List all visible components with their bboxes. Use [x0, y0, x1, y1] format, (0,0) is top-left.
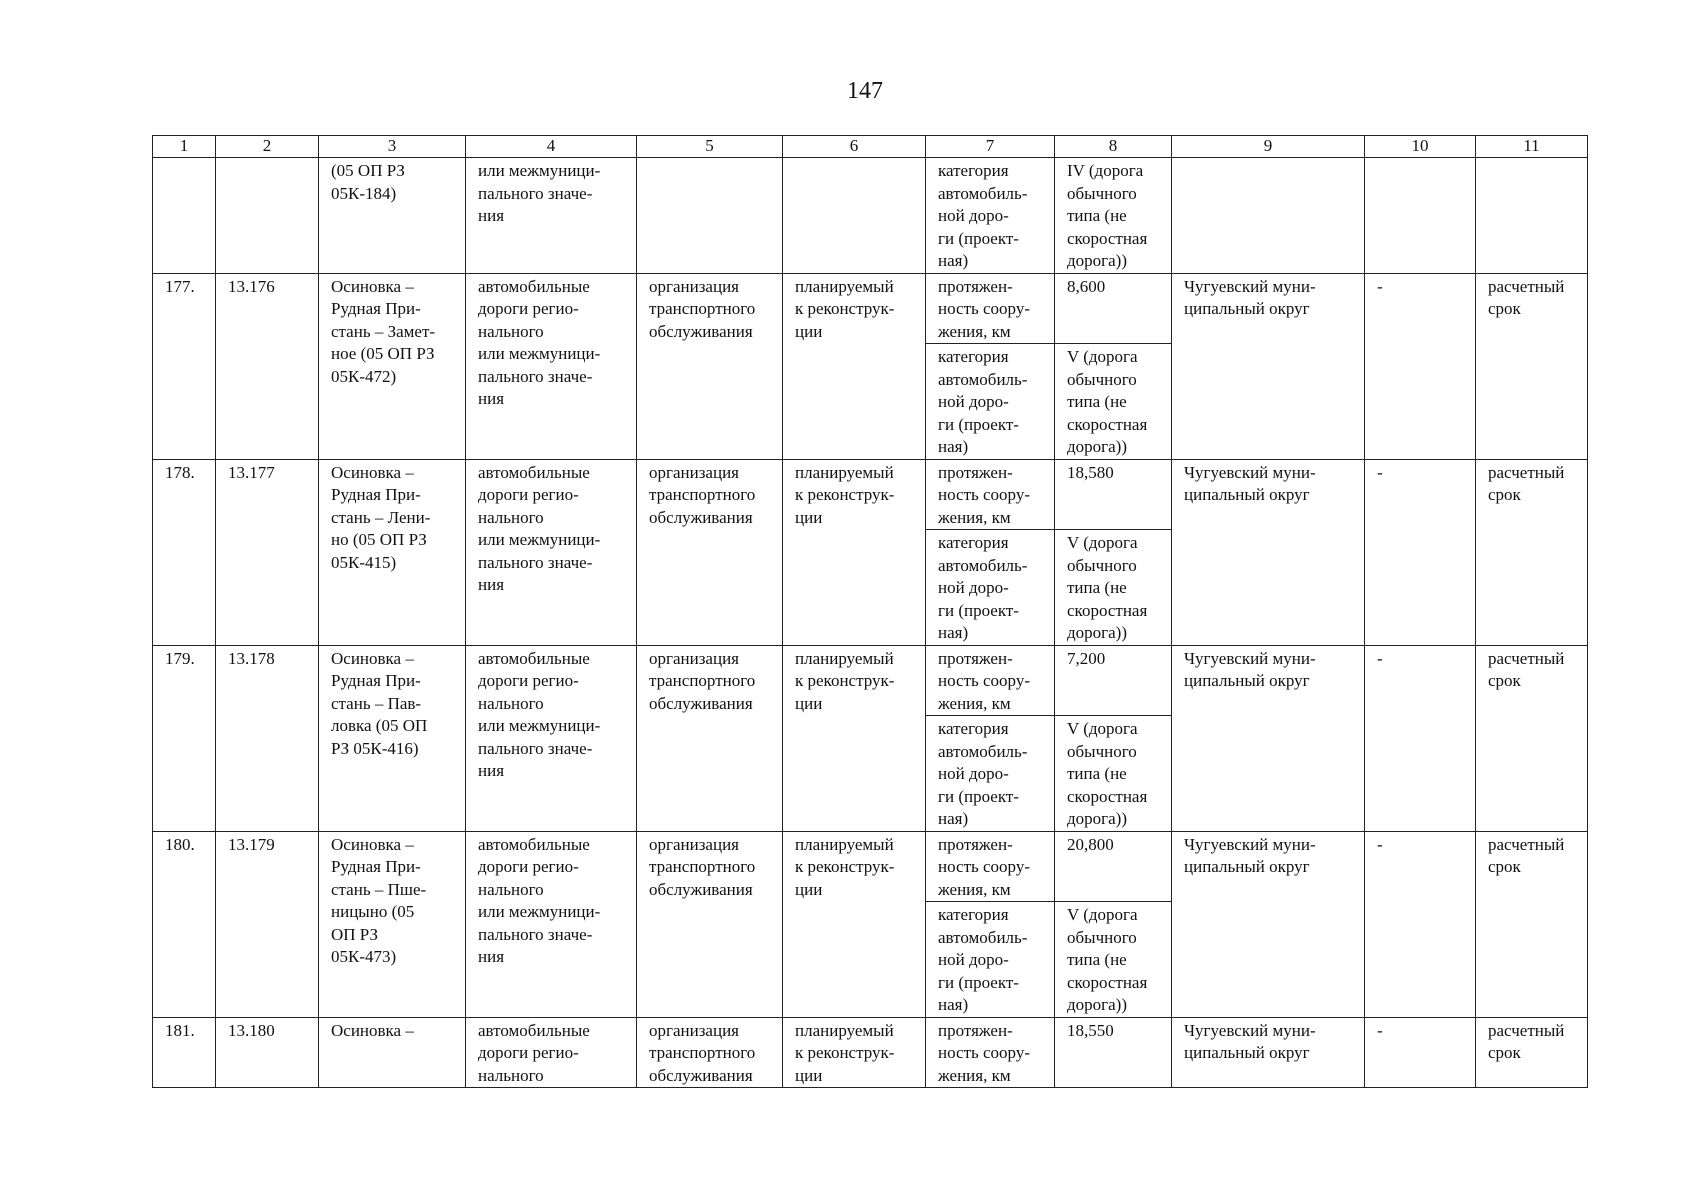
row-code: 13.179 [216, 831, 319, 1017]
object-name: Осиновка – Рудная При- стань – Лени- но (05 ОП РЗ 05К-415) [319, 459, 466, 645]
row-number: 181. [153, 1017, 216, 1088]
status: планируемый к реконструк- ции [783, 645, 926, 831]
length-value: 8,600 [1055, 273, 1172, 344]
object-name: (05 ОП РЗ 05К-184) [319, 158, 466, 274]
location: Чугуевский муни- ципальный округ [1172, 831, 1365, 1017]
param-value: IV (дорога обычного типа (не скоростная дорога)) [1055, 158, 1172, 274]
purpose: организация транспортного обслуживания [637, 831, 783, 1017]
length-label: протяжен- ность соору- жения, км [926, 273, 1055, 344]
length-value: 18,580 [1055, 459, 1172, 530]
column-number: 6 [783, 136, 926, 158]
term: расчетный срок [1476, 273, 1588, 459]
column-number: 8 [1055, 136, 1172, 158]
table-row [153, 831, 1588, 902]
param-label: категория автомобиль- ной доро- ги (проект- ная) [926, 158, 1055, 274]
purpose [637, 158, 783, 274]
location: Чугуевский муни- ципальный округ [1172, 273, 1365, 459]
road-type: автомобильные дороги регио- нального или межмуници- пального значе- ния [466, 831, 637, 1017]
column-number: 2 [216, 136, 319, 158]
purpose: организация транспортного обслуживания [637, 1017, 783, 1088]
row-code: 13.177 [216, 459, 319, 645]
table-row [153, 645, 1588, 716]
length-value: 7,200 [1055, 645, 1172, 716]
table-row-continuation [153, 158, 1588, 274]
zone: - [1365, 1017, 1476, 1088]
column-number: 5 [637, 136, 783, 158]
location: Чугуевский муни- ципальный округ [1172, 459, 1365, 645]
length-value: 18,550 [1055, 1017, 1172, 1088]
road-type: автомобильные дороги регио- нального или межмуници- пального значе- ния [466, 459, 637, 645]
zone [1365, 158, 1476, 274]
road-type: автомобильные дороги регио- нального или межмуници- пального значе- ния [466, 645, 637, 831]
table-row [153, 1017, 1588, 1088]
category-label: категория автомобиль- ной доро- ги (проект- ная) [926, 344, 1055, 460]
road-type: автомобильные дороги регио- нального или межмуници- пального значе- ния [466, 273, 637, 459]
row-code: 13.178 [216, 645, 319, 831]
zone: - [1365, 831, 1476, 1017]
object-name: Осиновка – Рудная При- стань – Замет- ное (05 ОП РЗ 05К-472) [319, 273, 466, 459]
row-code: 13.176 [216, 273, 319, 459]
term: расчетный срок [1476, 831, 1588, 1017]
row-number: 180. [153, 831, 216, 1017]
length-label: протяжен- ность соору- жения, км [926, 1017, 1055, 1088]
column-number: 9 [1172, 136, 1365, 158]
length-label: протяжен- ность соору- жения, км [926, 645, 1055, 716]
term: расчетный срок [1476, 1017, 1588, 1088]
location: Чугуевский муни- ципальный округ [1172, 1017, 1365, 1088]
category-label: категория автомобиль- ной доро- ги (проект- ная) [926, 716, 1055, 832]
road-type: автомобильные дороги регио- нального [466, 1017, 637, 1088]
status: планируемый к реконструк- ции [783, 1017, 926, 1088]
category-label: категория автомобиль- ной доро- ги (проект- ная) [926, 902, 1055, 1018]
row-code: 13.180 [216, 1017, 319, 1088]
category-value: V (дорога обычного типа (не скоростная дорога)) [1055, 530, 1172, 646]
column-number: 4 [466, 136, 637, 158]
column-number: 7 [926, 136, 1055, 158]
object-name: Осиновка – [319, 1017, 466, 1088]
status [783, 158, 926, 274]
status: планируемый к реконструк- ции [783, 831, 926, 1017]
location [1172, 158, 1365, 274]
object-name: Осиновка – Рудная При- стань – Пав- ловка (05 ОП РЗ 05К-416) [319, 645, 466, 831]
column-numbers-row [153, 136, 1588, 158]
table-row [153, 273, 1588, 344]
location: Чугуевский муни- ципальный округ [1172, 645, 1365, 831]
status: планируемый к реконструк- ции [783, 273, 926, 459]
column-number: 3 [319, 136, 466, 158]
page-number: 147 [847, 78, 883, 104]
category-value: V (дорога обычного типа (не скоростная дорога)) [1055, 344, 1172, 460]
row-number: 179. [153, 645, 216, 831]
category-value: V (дорога обычного типа (не скоростная дорога)) [1055, 716, 1172, 832]
term [1476, 158, 1588, 274]
row-number [153, 158, 216, 274]
purpose: организация транспортного обслуживания [637, 273, 783, 459]
row-number: 177. [153, 273, 216, 459]
road-type: или межмуници- пального значе- ния [466, 158, 637, 274]
purpose: организация транспортного обслуживания [637, 645, 783, 831]
row-number: 178. [153, 459, 216, 645]
term: расчетный срок [1476, 459, 1588, 645]
term: расчетный срок [1476, 645, 1588, 831]
length-label: протяжен- ность соору- жения, км [926, 459, 1055, 530]
row-code [216, 158, 319, 274]
zone: - [1365, 645, 1476, 831]
column-number: 11 [1476, 136, 1588, 158]
zone: - [1365, 459, 1476, 645]
category-label: категория автомобиль- ной доро- ги (проект- ная) [926, 530, 1055, 646]
column-number: 1 [153, 136, 216, 158]
category-value: V (дорога обычного типа (не скоростная дорога)) [1055, 902, 1172, 1018]
table-row [153, 459, 1588, 530]
status: планируемый к реконструк- ции [783, 459, 926, 645]
length-label: протяжен- ность соору- жения, км [926, 831, 1055, 902]
purpose: организация транспортного обслуживания [637, 459, 783, 645]
length-value: 20,800 [1055, 831, 1172, 902]
zone: - [1365, 273, 1476, 459]
planning-table [152, 135, 1588, 1088]
column-number: 10 [1365, 136, 1476, 158]
object-name: Осиновка – Рудная При- стань – Пше- ницыно (05 ОП РЗ 05К-473) [319, 831, 466, 1017]
